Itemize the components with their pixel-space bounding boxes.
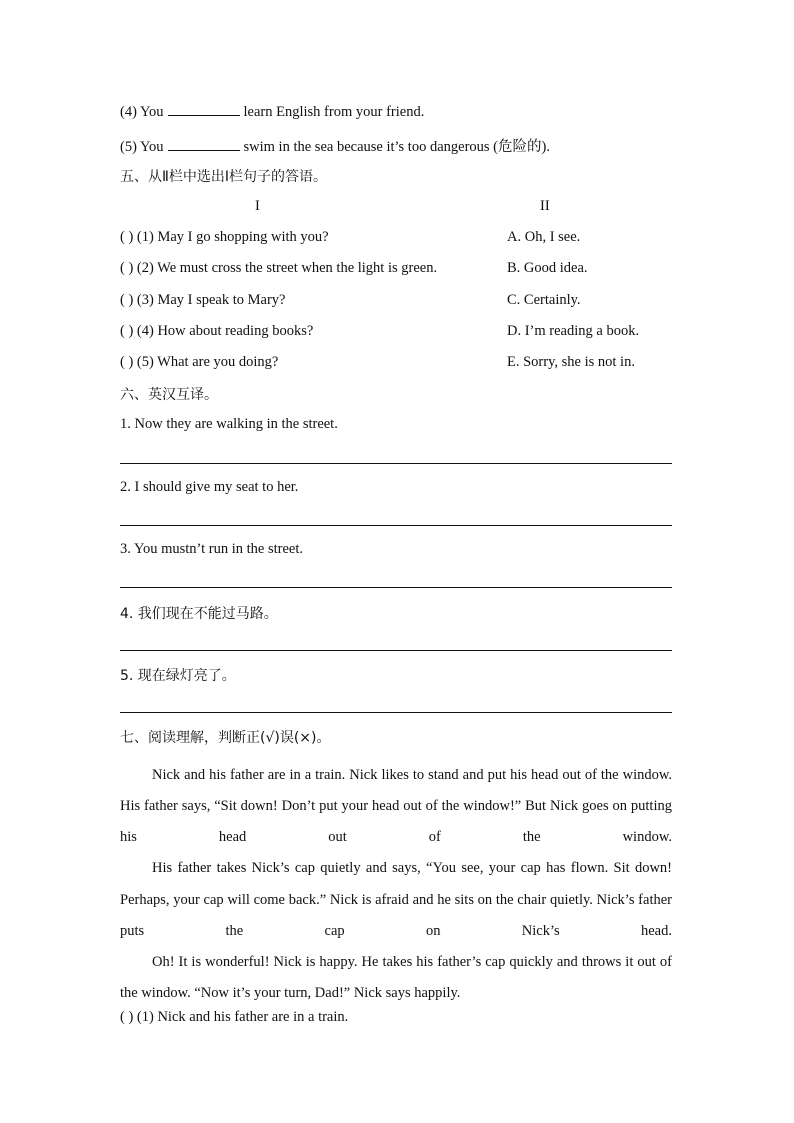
translate-item-4: 4. 我们现在不能过马路。 (120, 606, 278, 622)
reading-paragraph-1: Nick and his father are in a train. Nick likes to stand and put his head out of the window. His father says, “Sit down! Don’t put your head out of the window!” But Nick goes on putting his head out of the window. (120, 767, 672, 845)
answer-blank-5[interactable] (168, 138, 240, 151)
section-7-title: 七、阅读理解，判断正(√)误(×)。 (120, 730, 331, 746)
match-question-3: ( ) (3) May I speak to Mary? (120, 292, 286, 308)
question-5-suffix: swim in the sea because it’s too dangerous (危险的). (243, 139, 550, 155)
answer-blank-4[interactable] (168, 103, 240, 116)
reading-paragraph-3: Oh! It is wonderful! Nick is happy. He takes his father’s cap quickly and throws it out of the window. “Now it’s your turn, Dad!” Nick says happily. (120, 954, 672, 1001)
question-5-prefix: (5) You (120, 139, 164, 155)
translate-item-1: 1. Now they are walking in the street. (120, 416, 338, 432)
column-ii-header: II (540, 198, 550, 214)
answer-line-4[interactable] (120, 650, 672, 651)
match-answer-a: A. Oh, I see. (507, 229, 581, 245)
translate-item-5: 5. 现在绿灯亮了。 (120, 668, 236, 684)
match-question-1: ( ) (1) May I go shopping with you? (120, 229, 329, 245)
fill-in-question-4 (120, 103, 424, 121)
answer-line-3[interactable] (120, 587, 672, 588)
match-answer-e: E. Sorry, she is not in. (507, 354, 635, 370)
match-question-5: ( ) (5) What are you doing? (120, 354, 279, 370)
column-i-header: I (255, 198, 260, 214)
match-question-2: ( ) (2) We must cross the street when the light is green. (120, 260, 438, 276)
answer-line-2[interactable] (120, 525, 672, 526)
translate-item-2: 2. I should give my seat to her. (120, 479, 299, 495)
question-4-prefix: (4) You (120, 104, 164, 120)
translate-item-3: 3. You mustn’t run in the street. (120, 541, 303, 557)
question-4-suffix: learn English from your friend. (243, 104, 425, 120)
section-6-title: 六、英汉互译。 (120, 387, 218, 403)
fill-in-question-5 (120, 135, 550, 156)
reading-paragraph-2: His father takes Nick’s cap quietly and says, “You see, your cap has flown. Sit down! Perhaps, your cap will come back.” Nick is afraid and he sits on the chair quietly. Nick’s father puts the cap on Nick’s head. (120, 860, 672, 939)
judge-question-1: ( ) (1) Nick and his father are in a train. (120, 1009, 349, 1025)
match-answer-c: C. Certainly. (507, 292, 581, 308)
answer-line-1[interactable] (120, 463, 672, 464)
answer-line-5[interactable] (120, 712, 672, 713)
section-5-title: 五、从Ⅱ栏中选出Ⅰ栏句子的答语。 (120, 169, 328, 185)
match-answer-d: D. I’m reading a book. (507, 323, 640, 339)
match-answer-b: B. Good idea. (507, 260, 588, 276)
match-question-4: ( ) (4) How about reading books? (120, 323, 314, 339)
